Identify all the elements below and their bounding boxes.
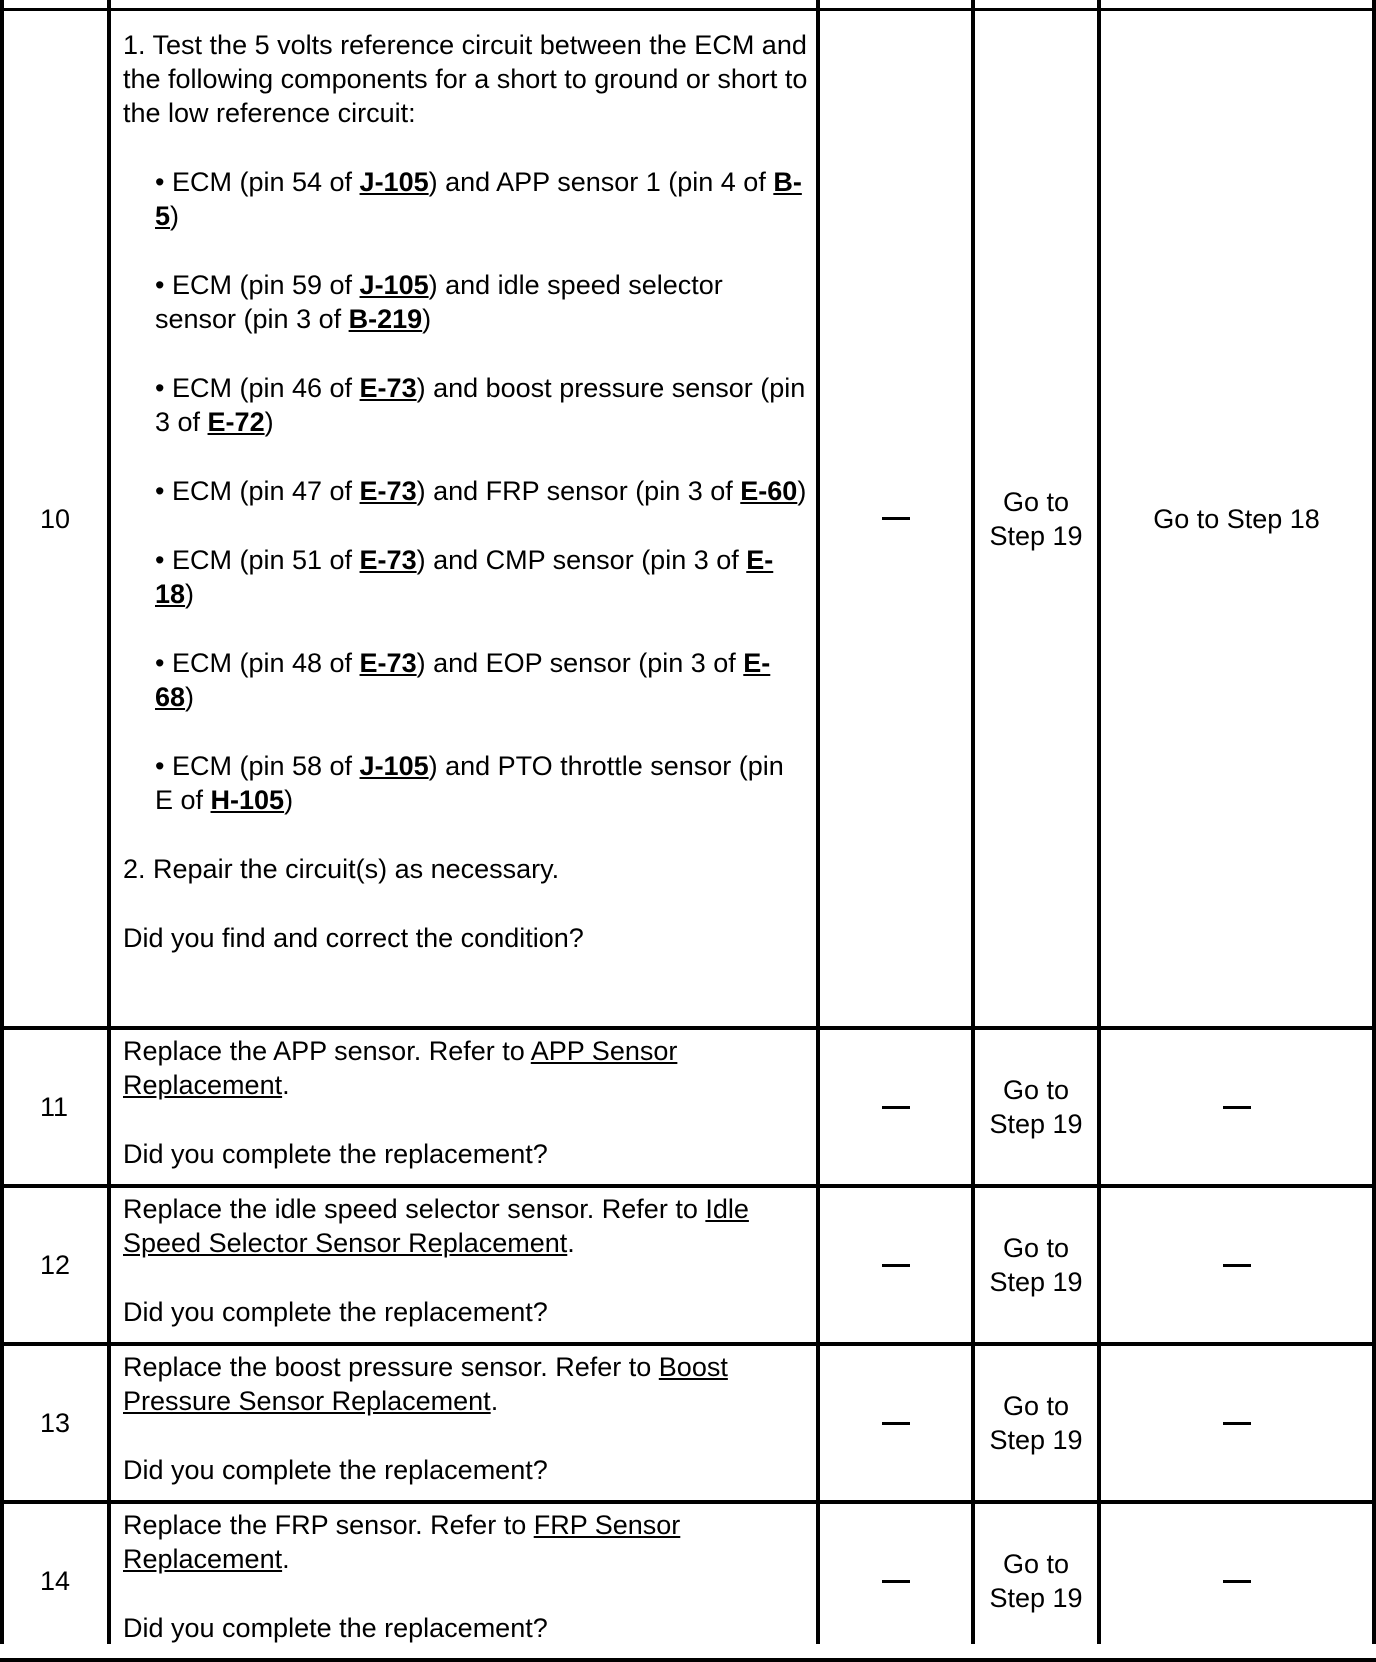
step-number: [4, 1346, 107, 1500]
action-instruction: Replace the idle speed selector sensor. Refer to Idle Speed Selector Sensor Replacement.: [123, 1194, 749, 1258]
empty-value-dash: [882, 1422, 910, 1425]
yes-cell: [975, 1030, 1097, 1184]
test-item: • ECM (pin 54 of J-105) and APP sensor 1 (pin 4 of B-5): [155, 167, 802, 231]
yes-cell: [975, 1504, 1097, 1658]
action-cell: [111, 1504, 816, 1644]
connector-link[interactable]: E-72: [207, 407, 265, 437]
test-item: • ECM (pin 59 of J-105) and idle speed selector sensor (pin 3 of B-219): [155, 270, 723, 334]
action-question: Did you complete the replacement?: [123, 1455, 548, 1485]
procedure-link[interactable]: APP Sensor Replacement: [123, 1036, 678, 1100]
connector-link[interactable]: E-68: [155, 648, 771, 712]
action-cell: [111, 1188, 816, 1342]
empty-value-dash: [1223, 1264, 1251, 1267]
row-divider: [0, 1658, 1376, 1662]
connector-link[interactable]: J-105: [359, 270, 429, 300]
empty-value-dash: [882, 1580, 910, 1583]
connector-link[interactable]: H-105: [210, 785, 285, 815]
no-cell: [1101, 1504, 1372, 1658]
test-item: • ECM (pin 48 of E-73) and EOP sensor (pin 3 of E-68): [155, 648, 771, 712]
no-cell: [1101, 1188, 1372, 1342]
empty-value-dash: [1223, 1422, 1251, 1425]
connector-link[interactable]: J-105: [359, 167, 429, 197]
connector-link[interactable]: E-73: [359, 476, 417, 506]
step-number-text: 12: [40, 1250, 71, 1280]
yes-cell: [975, 11, 1097, 1026]
values-cell: [820, 1030, 971, 1184]
values-cell: [820, 1346, 971, 1500]
no-cell: [1101, 1346, 1372, 1500]
empty-value-dash: [1223, 1580, 1251, 1583]
step-number-text: 14: [40, 1566, 71, 1596]
action-question: Did you complete the replacement?: [123, 1613, 548, 1643]
step-number-text: 11: [40, 1092, 69, 1122]
step-number-text: 10: [40, 503, 71, 534]
empty-value-dash: [1223, 1106, 1251, 1109]
connector-link[interactable]: E-73: [359, 648, 417, 678]
bullet-mark: •: [155, 167, 165, 197]
step-number: [4, 1504, 107, 1658]
action-cell: [111, 1346, 816, 1500]
action-step-2: 2. Repair the circuit(s) as necessary.: [123, 854, 560, 884]
connector-link[interactable]: E-60: [740, 476, 798, 506]
test-item: • ECM (pin 51 of E-73) and CMP sensor (pin 3 of E-18): [155, 545, 774, 609]
yes-cell: [975, 1188, 1097, 1342]
action-cell: [111, 1030, 816, 1184]
action-instruction: Replace the APP sensor. Refer to APP Sensor Replacement.: [123, 1036, 678, 1100]
action-cell: [111, 11, 816, 1026]
connector-link[interactable]: J-105: [359, 751, 429, 781]
yes-cell: [975, 1346, 1097, 1500]
yes-action-text: Go to Step 19: [989, 486, 1083, 551]
no-cell: [1101, 11, 1372, 1026]
connector-link[interactable]: E-73: [359, 545, 417, 575]
yes-action-text: Go to Step 19: [989, 1075, 1083, 1139]
action-question: Did you find and correct the condition?: [123, 923, 584, 953]
bullet-mark: •: [155, 648, 165, 678]
bullet-mark: •: [155, 270, 165, 300]
procedure-link[interactable]: Boost Pressure Sensor Replacement: [123, 1352, 728, 1416]
step-number: [4, 11, 107, 1026]
step-number: [4, 1030, 107, 1184]
no-action-text: Go to Step 18: [1153, 503, 1320, 534]
bullet-mark: •: [155, 751, 165, 781]
connector-link[interactable]: B-219: [348, 304, 423, 334]
values-cell: [820, 11, 971, 1026]
bullet-mark: •: [155, 545, 165, 575]
bullet-mark: •: [155, 373, 165, 403]
test-item: • ECM (pin 58 of J-105) and PTO throttle sensor (pin E of H-105): [155, 751, 784, 815]
procedure-link[interactable]: Idle Speed Selector Sensor Replacement: [123, 1194, 749, 1258]
test-item: • ECM (pin 47 of E-73) and FRP sensor (pin 3 of E-60): [155, 476, 807, 506]
values-cell: [820, 1188, 971, 1342]
empty-value-dash: [882, 1264, 910, 1267]
bullet-mark: •: [155, 476, 165, 506]
yes-action-text: Go to Step 19: [989, 1391, 1083, 1455]
action-question: Did you complete the replacement?: [123, 1139, 548, 1169]
action-instruction: Replace the boost pressure sensor. Refer to Boost Pressure Sensor Replacement.: [123, 1352, 728, 1416]
empty-value-dash: [882, 1106, 910, 1109]
connector-link[interactable]: E-18: [155, 545, 774, 609]
step-number: [4, 1188, 107, 1342]
values-cell: [820, 1504, 971, 1658]
connector-link[interactable]: B-5: [155, 167, 802, 231]
yes-action-text: Go to Step 19: [989, 1233, 1083, 1297]
yes-action-text: Go to Step 19: [989, 1549, 1083, 1613]
procedure-link[interactable]: FRP Sensor Replacement: [123, 1510, 681, 1574]
table-border-right: [1372, 0, 1376, 1644]
action-instruction: Replace the FRP sensor. Refer to FRP Sensor Replacement.: [123, 1510, 681, 1574]
action-intro: 1. Test the 5 volts reference circuit between the ECM and the following components for a short to ground or short to the low reference circuit:: [123, 30, 808, 128]
action-question: Did you complete the replacement?: [123, 1297, 548, 1327]
connector-link[interactable]: E-73: [359, 373, 417, 403]
empty-value-dash: [882, 517, 910, 520]
step-number-text: 13: [40, 1408, 71, 1438]
test-item: • ECM (pin 46 of E-73) and boost pressure sensor (pin 3 of E-72): [155, 373, 806, 437]
no-cell: [1101, 1030, 1372, 1184]
